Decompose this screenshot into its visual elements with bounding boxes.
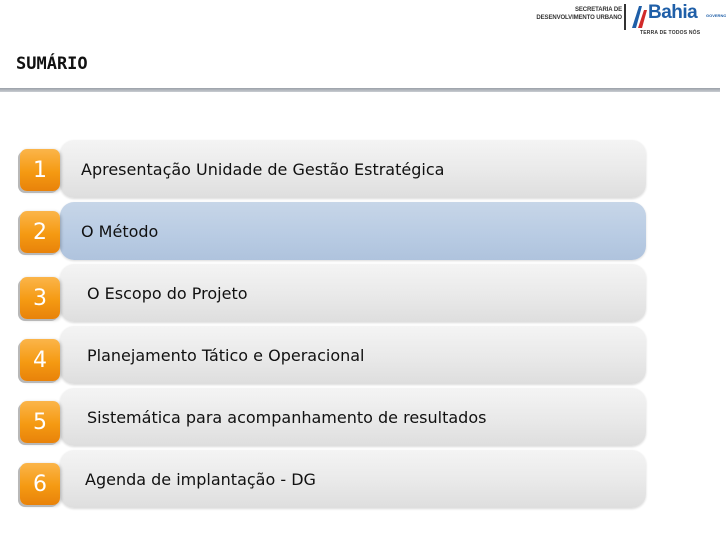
agenda-item-6[interactable] [16, 450, 646, 508]
secretaria-line-2: DESENVOLVIMENTO URBANO [536, 15, 622, 21]
bahia-logo-governo: GOVERNO [706, 13, 726, 18]
agenda-item-label: Apresentação Unidade de Gestão Estratégica [81, 159, 445, 179]
agenda-number-badge: 4 [20, 339, 60, 381]
agenda-item-1[interactable] [16, 140, 646, 198]
agenda-item-label: Sistemática para acompanhamento de resultados [87, 407, 487, 427]
page-title: SUMÁRIO [16, 54, 88, 74]
bahia-logo-word: Bahia [648, 2, 698, 23]
agenda-number-badge: 2 [20, 211, 60, 253]
agenda-item-label: Planejamento Tático e Operacional [87, 345, 365, 365]
header-divider [624, 4, 626, 30]
agenda-number-badge: 5 [20, 401, 60, 443]
agenda-item-4[interactable] [16, 326, 646, 384]
agenda-number-badge: 6 [20, 463, 60, 505]
agenda-item-label: O Escopo do Projeto [87, 283, 248, 303]
secretaria-line-1: SECRETARIA DE [574, 7, 622, 13]
agenda-number-badge: 3 [20, 277, 60, 319]
agenda-item-label: O Método [81, 221, 159, 241]
agenda-item-label: Agenda de implantação - DG [85, 469, 316, 489]
secretaria-logo-text [518, 6, 622, 22]
bahia-logo-tagline: TERRA DE TODOS NÓS [640, 30, 701, 36]
agenda-number-badge: 1 [20, 149, 60, 191]
agenda-item-2[interactable] [16, 202, 646, 260]
agenda-item-5[interactable] [16, 388, 646, 446]
agenda-item-3[interactable] [16, 264, 646, 322]
bahia-government-logo [630, 2, 726, 36]
title-underline [0, 88, 720, 92]
